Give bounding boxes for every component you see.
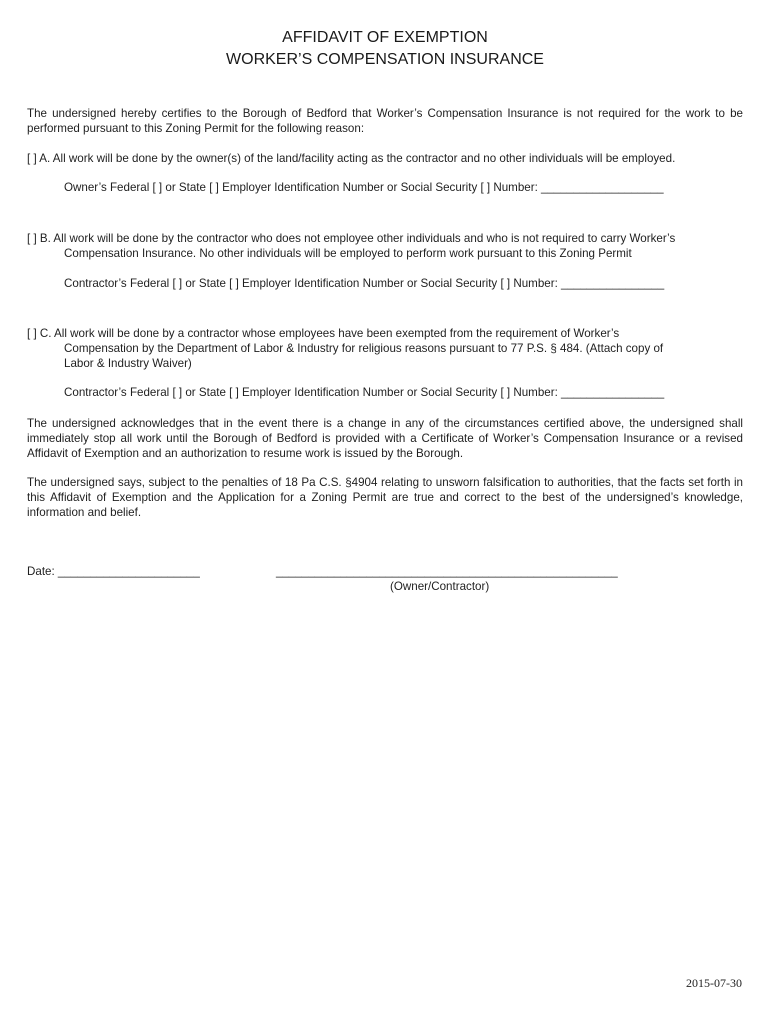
document-subtitle: WORKER’S COMPENSATION INSURANCE (226, 51, 544, 68)
revision-date: 2015-07-30 (686, 976, 742, 990)
intro-paragraph: The undersigned hereby certifies to the Borough of Bedford that Worker’s Compensation Insurance is not required for the work to be performed pursuant to this Zoning Permit for the following reason: (27, 107, 743, 135)
option-b-statement-cont: Compensation Insurance. No other individuals will be employed to perform work pursuant to this Zoning Permit (64, 247, 632, 260)
option-b-statement: [ ] B. All work will be done by the contractor who does not employee other individuals and who is not required to carry Worker’s (27, 232, 676, 245)
option-c-statement: [ ] C. All work will be done by a contractor whose employees have been exempted from the requirement of Worker’s (27, 327, 620, 340)
penalty-paragraph: The undersigned says, subject to the penalties of 18 Pa C.S. §4904 relating to unsworn falsification to authorities, that the facts set forth in this Affidavit of Exemption and the Application for a Zoning Permit are true and correct to the best of the undersigned’s knowledge, information and belief. (27, 476, 743, 519)
option-a-statement: [ ] A. All work will be done by the owner(s) of the land/facility acting as the contractor and no other individuals will be employed. (27, 152, 676, 165)
option-b-id-line: Contractor’s Federal [ ] or State [ ] Employer Identification Number or Social Security [ ] Number: ________________ (64, 277, 665, 290)
acknowledgement-paragraph: The undersigned acknowledges that in the event there is a change in any of the circumstances certified above, the undersigned shall immediately stop all work until the Borough of Bedford is provided with a Certificate of Worker’s Compensation Insurance or a revised Affidavit of Exemption and an authorization to resume work is issued by the Borough. (27, 417, 743, 460)
option-c-statement-cont2: Labor & Industry Waiver) (64, 357, 192, 370)
signature-line: _____________________________________________________ (276, 565, 618, 578)
date-field: Date: ______________________ (27, 565, 200, 578)
option-c-statement-cont: Compensation by the Department of Labor & Industry for religious reasons pursuant to 77 P.S. § 484. (Attach copy of (64, 342, 664, 355)
document-title: AFFIDAVIT OF EXEMPTION (282, 29, 488, 46)
option-c-id-line: Contractor’s Federal [ ] or State [ ] Employer Identification Number or Social Security [ ] Number: ________________ (64, 386, 665, 399)
signature-caption: (Owner/Contractor) (390, 580, 490, 593)
option-a-id-line: Owner’s Federal [ ] or State [ ] Employer Identification Number or Social Security [ ] Number: ___________________ (64, 181, 664, 194)
